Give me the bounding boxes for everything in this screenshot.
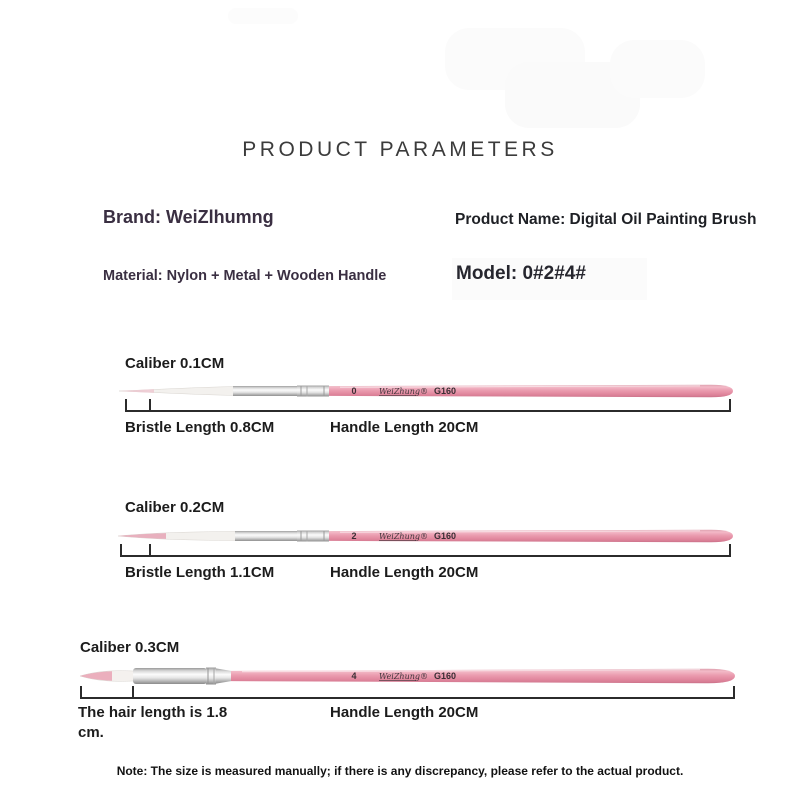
brush1-measure-bracket: [125, 399, 731, 412]
brush1-handle-logo: WeiZhung®: [379, 387, 428, 396]
page-title: PRODUCT PARAMETERS: [242, 138, 558, 161]
bracket-tick: [132, 686, 134, 697]
brush2-size-number: 2: [351, 531, 357, 542]
brush1-bristle-length-label: Bristle Length 0.8CM: [125, 419, 275, 436]
brush3-caliber-label: Caliber 0.3CM: [80, 639, 180, 656]
brush1-caliber-label: Caliber 0.1CM: [125, 355, 225, 372]
brush2-code: G160: [434, 531, 457, 542]
brush2-measure-bracket: [120, 544, 731, 557]
material-label: Material: Nylon + Metal + Wooden Handle: [103, 268, 387, 284]
brush3-handle-logo: WeiZhung®: [379, 672, 428, 681]
brush3-bristle-tip: [80, 671, 112, 680]
brush1-ferrule: [233, 386, 297, 396]
brush2-caliber-label: Caliber 0.2CM: [125, 499, 225, 516]
brush3-handle-length-label: Handle Length 20CM: [330, 704, 479, 721]
brush2-handle-logo: WeiZhung®: [379, 532, 428, 541]
footer-note: Note: The size is measured manually; if there is any discrepancy, please refer to the actual product.: [116, 764, 684, 778]
brush2-ferrule: [235, 531, 297, 541]
brush3-bristle-length-label: The hair length is 1.8 cm.: [78, 704, 228, 741]
brush1-bristle-tip: [119, 389, 154, 393]
product-name-label: Product Name: Digital Oil Painting Brush: [455, 211, 757, 228]
brand-label: Brand: WeiZlhumng: [103, 207, 274, 227]
bracket-tick: [149, 399, 151, 410]
brush3-size-number: 4: [351, 671, 357, 682]
brush3-measure-bracket: [80, 686, 735, 699]
brush1-code: G160: [434, 386, 457, 397]
brush1-size-number: 0: [351, 386, 357, 397]
model-label: Model: 0#2#4#: [456, 263, 586, 284]
brush3-ferrule-taper: [216, 668, 231, 683]
brush1-handle-length-label: Handle Length 20CM: [330, 419, 479, 436]
brush2-handle-length-label: Handle Length 20CM: [330, 564, 479, 581]
brush2-bristle-length-label: Bristle Length 1.1CM: [125, 564, 275, 581]
watermark-smudge: [610, 40, 705, 98]
watermark-smudge: [228, 8, 298, 24]
brush3-ferrule: [133, 668, 207, 684]
bracket-tick: [149, 544, 151, 555]
brush3-code: G160: [434, 671, 457, 682]
